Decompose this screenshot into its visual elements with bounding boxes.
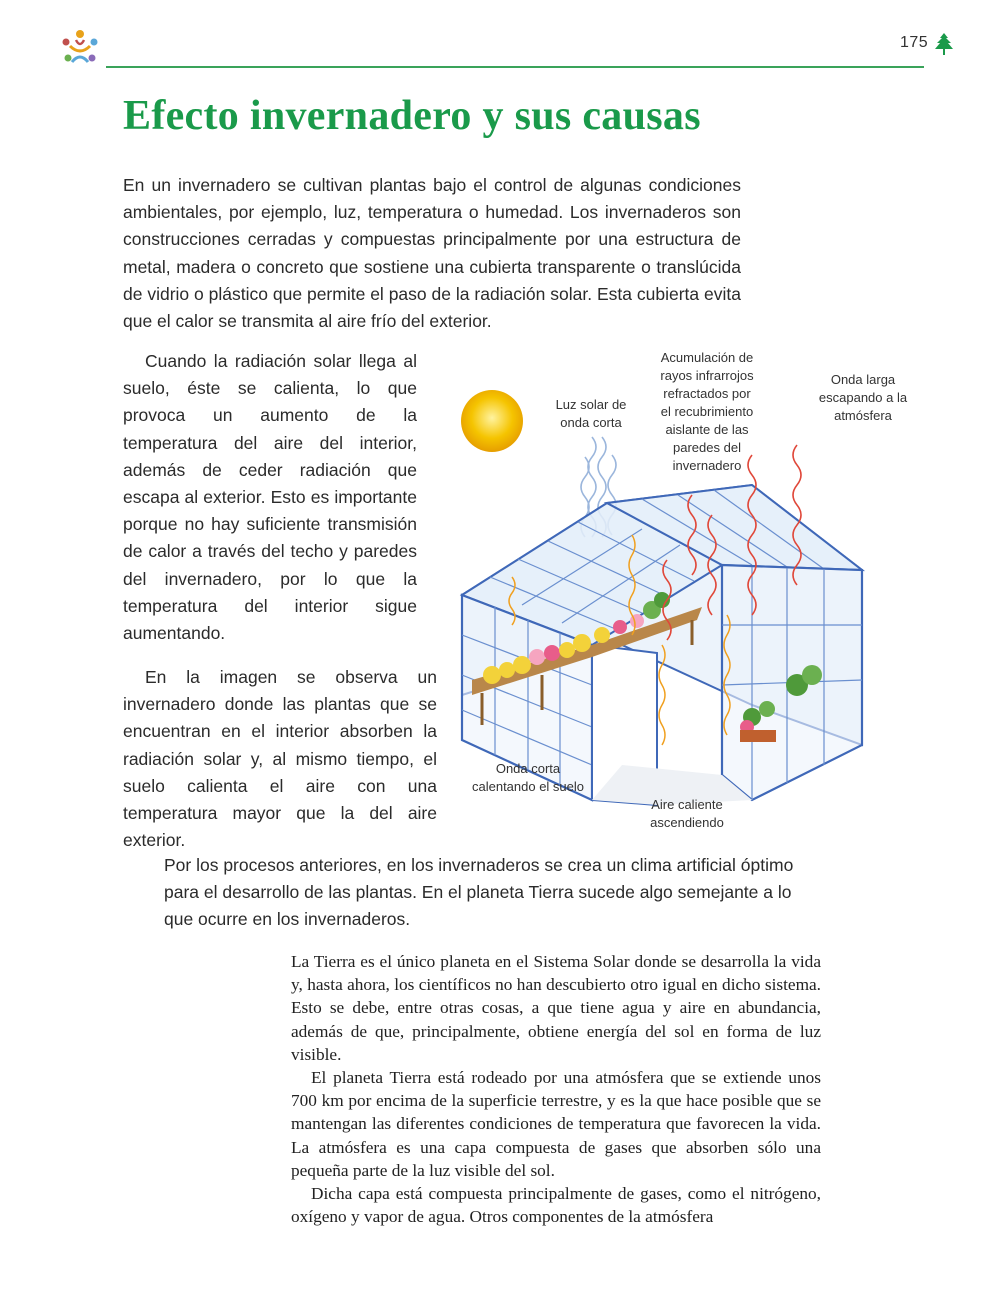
image-description-paragraph: En la imagen se observa un invernadero donde las plantas que se encuentran en el interior absorben la radiación solar y, al mismo tiempo, el suelo calienta el aire con una temperatura mayor que la del aire exterior. (123, 667, 437, 851)
label-short-wave-heating-ground: Onda corta calentando el suelo (471, 761, 585, 794)
intro-paragraph: En un invernadero se cultivan plantas bajo el control de algunas condiciones ambientales, por ejemplo, luz, temperatura o humedad. Los invernaderos son construcciones cerradas y compuestas principalmente por una estructura de metal, madera o concreto que sostiene una cubierta transparente o translúcida de vidrio o plástico que permite el paso de la radiación solar. Esta cubierta evita que el calor se transmita al aire frío del exterior. (123, 175, 741, 332)
header-rule (106, 66, 924, 68)
label-long-wave-escaping: Onda larga escapando a la atmósfera (818, 372, 908, 423)
book-logo-icon (56, 26, 104, 70)
label-infrared-accumulation: Acumulación de rayos infrarrojos refractados por el recubrimiento aislante de las paredes del invernadero (660, 350, 754, 473)
label-short-wave-sunlight: Luz solar de onda corta (555, 397, 627, 430)
sun-icon (461, 390, 523, 452)
page-number: 175 (900, 34, 929, 51)
leaf-icon (932, 32, 956, 56)
radiation-paragraph: Cuando la radiación solar llega al suelo, éste se calienta, lo que provoca un aumento de la temperatura del aire del interior, además de ceder radiación que escapa al exterior. Esto es importante porque no hay suficiente transmisión de calor a través del techo y paredes del invernadero, por lo que la temperatura del interior sigue aumentando. (123, 351, 417, 644)
summary-paragraph: Por los procesos anteriores, en los invernaderos se crea un clima artificial óptimo para el desarrollo de las plantas. En el planeta Tierra sucede algo semejante a lo que ocurre en los invernaderos. (164, 855, 794, 930)
earth-paragraph-2: El planeta Tierra está rodeado por una atmósfera que se extiende unos 700 km por encima de la superficie terrestre, y es la que hace posible que se mantengan las diferentes condiciones de temperatura que favorecen la vida. La atmósfera es una capa compuesta de gases que absorben sólo una pequeña parte de la luz visible del sol. (291, 1068, 821, 1180)
earth-paragraph-1: La Tierra es el único planeta en el Sistema Solar donde se desarrolla la vida y, hasta ahora, los científicos no han descubierto otro igual en dicho sistema. Esto se debe, entre otras cosas, a que tiene agua y aire en abundancia, además de que, principalmente, obtiene energía del sol en forma de luz visible. (291, 952, 821, 1064)
earth-paragraph-3: Dicha capa está compuesta principalmente de gases, como el nitrógeno, oxígeno y vapor de agua. Otros componentes de la atmósfera (291, 1184, 821, 1227)
earth-atmosphere-text (291, 950, 821, 1228)
page-title: Efecto invernadero y sus causas (123, 93, 701, 139)
label-rising-warm-air: Aire caliente ascendiendo (650, 797, 724, 830)
